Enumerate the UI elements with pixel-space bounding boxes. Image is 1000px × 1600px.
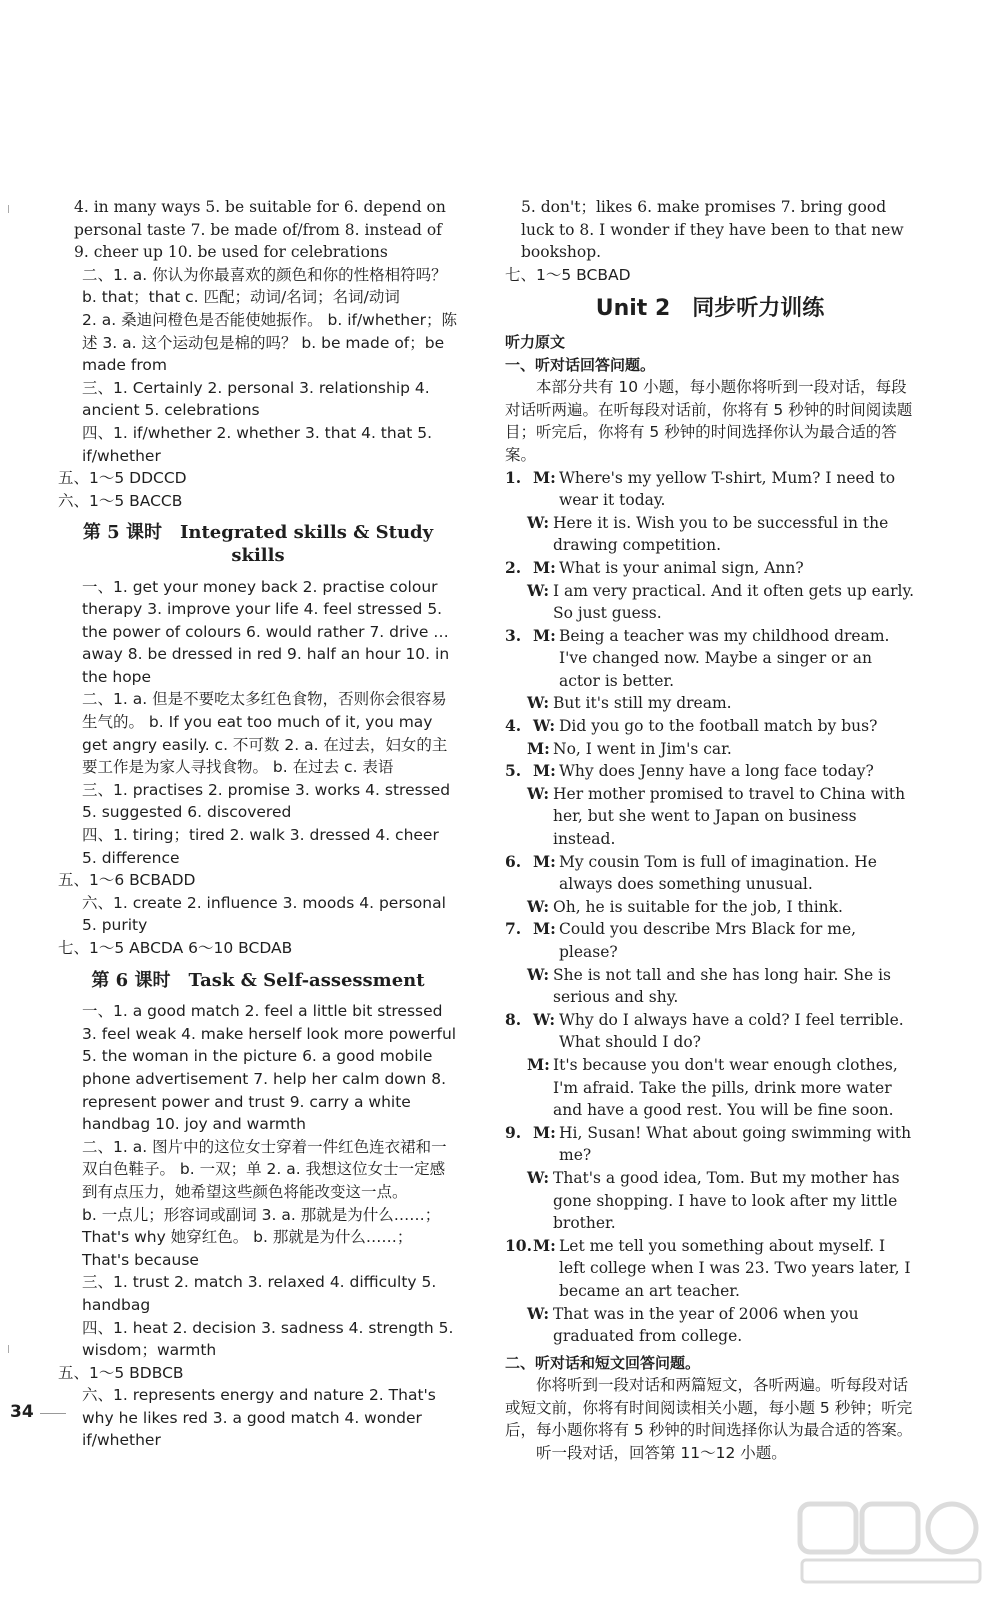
- answer-block: 四、1. if/whether 2. whether 3. that 4. that 5. if/whether: [82, 423, 432, 465]
- answer-block: b. 一点儿；形容词或副词 3. a. 那就是为什么……；That's why 她穿红色。 b. 那就是为什么……；That's because: [82, 1205, 441, 1269]
- dialogue-text: Why do I always have a cold? I feel terrible. What should I do?: [559, 1010, 904, 1052]
- speaker-label: M:: [533, 761, 556, 781]
- dialogue-text: She is not tall and she has long hair. She is serious and shy.: [553, 965, 892, 1007]
- dialogue-line: [505, 557, 915, 580]
- answer-block: 三、1. Certainly 2. personal 3. relationship 4. ancient 5. celebrations: [82, 378, 430, 420]
- answer-block: 六、1. represents energy and nature 2. That's why he likes red 3. a good match 4. wonder if/whether: [82, 1386, 436, 1450]
- answer-block: 二、1. a. 但是不要吃太多红色食物，否则你会很容易生气的。 b. If you eat too much of it, you may get angry easily. c. 不可数 2. a. 在过去，妇女的主要工作是为家人寻找食物。 b. 在过去 c. 表语: [82, 690, 448, 777]
- dialogue-line: [505, 964, 915, 1009]
- answer-block: 七、1～5 BCBAD: [505, 265, 631, 284]
- answer-block: 二、1. a. 你认为你最喜欢的颜色和你的性格相符吗？ b. that；that c. 匹配；动词/名词；名词/动词: [82, 265, 447, 307]
- dialogue-line: [505, 738, 915, 761]
- speaker-label: W:: [527, 1303, 550, 1323]
- dialogue-text: That's a good idea, Tom. But my mother has gone shopping. I have to look after my little brother.: [553, 1168, 900, 1233]
- question-number: 9.: [505, 1122, 522, 1142]
- dialogue-line: [505, 896, 915, 919]
- speaker-label: M:: [527, 738, 550, 758]
- speaker-label: W:: [527, 693, 550, 713]
- lesson-5-title: 第 5 课时 Integrated skills & Study skills: [82, 522, 434, 566]
- dialogue-line: [505, 1009, 915, 1054]
- part-2-intro: 你将听到一段对话和两篇短文，各听两遍。听每段对话或短文前，你将有时间阅读相关小题，每小题 5 秒钟；听完后，每小题你将有 5 秒钟的时间选择你认为最合适的答案。: [505, 1376, 913, 1440]
- dialogue-text: Here it is. Wish you to be successful in the drawing competition.: [553, 513, 889, 555]
- speaker-label: M:: [533, 467, 556, 487]
- answer-block: 一、1. get your money back 2. practise colour therapy 3. improve your life 4. feel stressed 5. the power of colours 6. would rather 7. drive … away 8. be dressed in red 9. half an hour 10. in the hope: [82, 577, 450, 686]
- dialogue-text: Let me tell you something about myself. I left college when I was 23. Two years later, I became an art teacher.: [559, 1236, 911, 1300]
- answer-block: 四、1. heat 2. decision 3. sadness 4. strength 5. wisdom；warmth: [82, 1318, 454, 1360]
- answer-block: 二、1. a. 图片中的这位女士穿着一件红色连衣裙和一双白色鞋子。 b. 一双；单 2. a. 我想这位女士一定感到有点压力，她希望这些颜色将能改变这一点。: [82, 1137, 447, 1201]
- question-number: 8.: [505, 1009, 522, 1029]
- dialogue-line: [505, 625, 915, 693]
- dialogue-text: My cousin Tom is full of imagination. He always does something unusual.: [559, 852, 877, 894]
- speaker-label: W:: [527, 580, 550, 600]
- dialogue-text: That was in the year of 2006 when you graduated from college.: [553, 1304, 859, 1346]
- answer-block: 五、1～5 DDCCD: [58, 469, 187, 488]
- speaker-label: W:: [533, 716, 556, 736]
- answer-block: 三、1. practises 2. promise 3. works 4. stressed 5. suggested 6. discovered: [82, 780, 451, 822]
- question-number: 2.: [505, 557, 522, 577]
- dialogue-text: Being a teacher was my childhood dream. I've changed now. Maybe a singer or an actor is better.: [559, 626, 890, 690]
- answer-block: 4. in many ways 5. be suitable for 6. depend on personal taste 7. be made of/from 8. instead of 9. cheer up 10. be used for celebrations: [74, 198, 446, 262]
- answer-block: 5. don't；likes 6. make promises 7. bring good luck to 8. I wonder if they have been to that new bookshop.: [521, 198, 904, 262]
- dialogue-line: [505, 851, 915, 896]
- dialogue-text: Why does Jenny have a long face today?: [559, 762, 874, 781]
- right-column: [505, 196, 915, 1465]
- speaker-label: M:: [533, 919, 556, 939]
- speaker-label: M:: [533, 1235, 556, 1255]
- question-number: 6.: [505, 851, 522, 871]
- answer-block: 七、1～5 ABCDA 6～10 BCDAB: [58, 939, 293, 957]
- dialogue-line: [505, 918, 915, 963]
- watermark-logo-icon: [796, 1498, 986, 1588]
- dialogue-text: I am very practical. And it often gets up early. So just guess.: [553, 581, 915, 623]
- speaker-label: W:: [527, 896, 550, 916]
- section-label: 听力原文: [505, 332, 566, 351]
- question-number: 7.: [505, 919, 522, 939]
- dialogue-line: [505, 1167, 915, 1235]
- page-number: 34: [10, 1402, 34, 1422]
- dialogue-text: Could you describe Mrs Black for me, please?: [559, 920, 857, 961]
- dialogue-text: Oh, he is suitable for the job, I think.: [553, 897, 843, 916]
- dialogue-text: What is your animal sign, Ann?: [559, 558, 804, 577]
- dialogue-line: [505, 512, 915, 557]
- speaker-label: W:: [527, 783, 550, 803]
- question-number: 4.: [505, 716, 522, 736]
- dialogue-text: No, I went in Jim's car.: [553, 739, 732, 758]
- question-number: 10.: [505, 1235, 532, 1255]
- speaker-label: M:: [527, 1054, 550, 1074]
- dialogue-text: It's because you don't wear enough clothes, I'm afraid. Take the pills, drink more water and have a good rest. You will be fine soon.: [553, 1055, 898, 1120]
- question-number: 5.: [505, 761, 522, 781]
- dialogue-line: [505, 1303, 915, 1348]
- part-2-title: 二、听对话和短文回答问题。: [505, 1353, 701, 1372]
- answer-block: 三、1. trust 2. match 3. relaxed 4. difficulty 5. handbag: [82, 1273, 437, 1314]
- lesson-6-title: 第 6 课时 Task & Self-assessment: [91, 969, 425, 991]
- dialogue-line: [505, 715, 915, 738]
- part-1-title: 一、听对话回答问题。: [505, 355, 656, 374]
- part-2-note: 听一段对话，回答第 11～12 小题。: [536, 1444, 787, 1463]
- speaker-label: W:: [527, 1167, 550, 1187]
- speaker-label: W:: [533, 1009, 556, 1029]
- speaker-label: M:: [533, 625, 556, 645]
- dialogue-line: [505, 783, 915, 851]
- dialogue-text: Her mother promised to travel to China with her, but she went to Japan on business instead.: [553, 784, 906, 849]
- speaker-label: M:: [533, 1122, 556, 1142]
- question-number: 1.: [505, 467, 522, 487]
- dialogue-line: [505, 760, 915, 783]
- dialogue-line: [505, 467, 915, 512]
- speaker-label: W:: [527, 964, 550, 984]
- dialogue-line: [505, 580, 915, 625]
- speaker-label: W:: [527, 512, 550, 532]
- speaker-label: M:: [533, 557, 556, 577]
- dialogue-text: Where's my yellow T-shirt, Mum? I need to wear it today.: [559, 468, 896, 510]
- speaker-label: M:: [533, 851, 556, 871]
- question-number: 3.: [505, 625, 522, 645]
- dialogue-line: [505, 1054, 915, 1122]
- unit-title: Unit 2 同步听力训练: [595, 296, 825, 322]
- answer-block: 六、1～5 BACCB: [58, 491, 183, 510]
- page-number-rule: [40, 1413, 66, 1414]
- answer-block: 一、1. a good match 2. feel a little bit stressed 3. feel weak 4. make herself look more powerful 5. the woman in the picture 6. a good mobile phone advertisement 7. help her calm down 8. represent power and trust 9. carry a white handbag 10. joy and warmth: [82, 1002, 457, 1134]
- dialogue-text: Did you go to the football match by bus?: [559, 717, 878, 736]
- dialogue-text: Hi, Susan! What about going swimming with me?: [559, 1123, 912, 1165]
- dialogue-text: But it's still my dream.: [553, 694, 732, 713]
- dialogue-line: [505, 692, 915, 715]
- dialogue-line: [505, 1235, 915, 1303]
- answer-block: 2. a. 桑迪问橙色是否能使她振作。 b. if/whether；陈述 3. a. 这个运动包是棉的吗？ b. be made of；be made from: [82, 310, 458, 375]
- answer-block: 四、1. tiring；tired 2. walk 3. dressed 4. cheer 5. difference: [82, 826, 439, 867]
- answer-block: 六、1. create 2. influence 3. moods 4. personal 5. purity: [82, 893, 446, 935]
- dialogue-list: [505, 467, 915, 1348]
- answer-block: 五、1～5 BDBCB: [58, 1363, 184, 1382]
- dialogue-line: [505, 1122, 915, 1167]
- part-1-intro: 本部分共有 10 小题，每小题你将听到一段对话，每段对话听两遍。在听每段对话前，你将有 5 秒钟的时间阅读题目；听完后，你将有 5 秒钟的时间选择你认为最合适的答案。: [505, 378, 913, 464]
- left-column: [58, 196, 458, 1452]
- answer-block: 五、1～6 BCBADD: [58, 871, 196, 890]
